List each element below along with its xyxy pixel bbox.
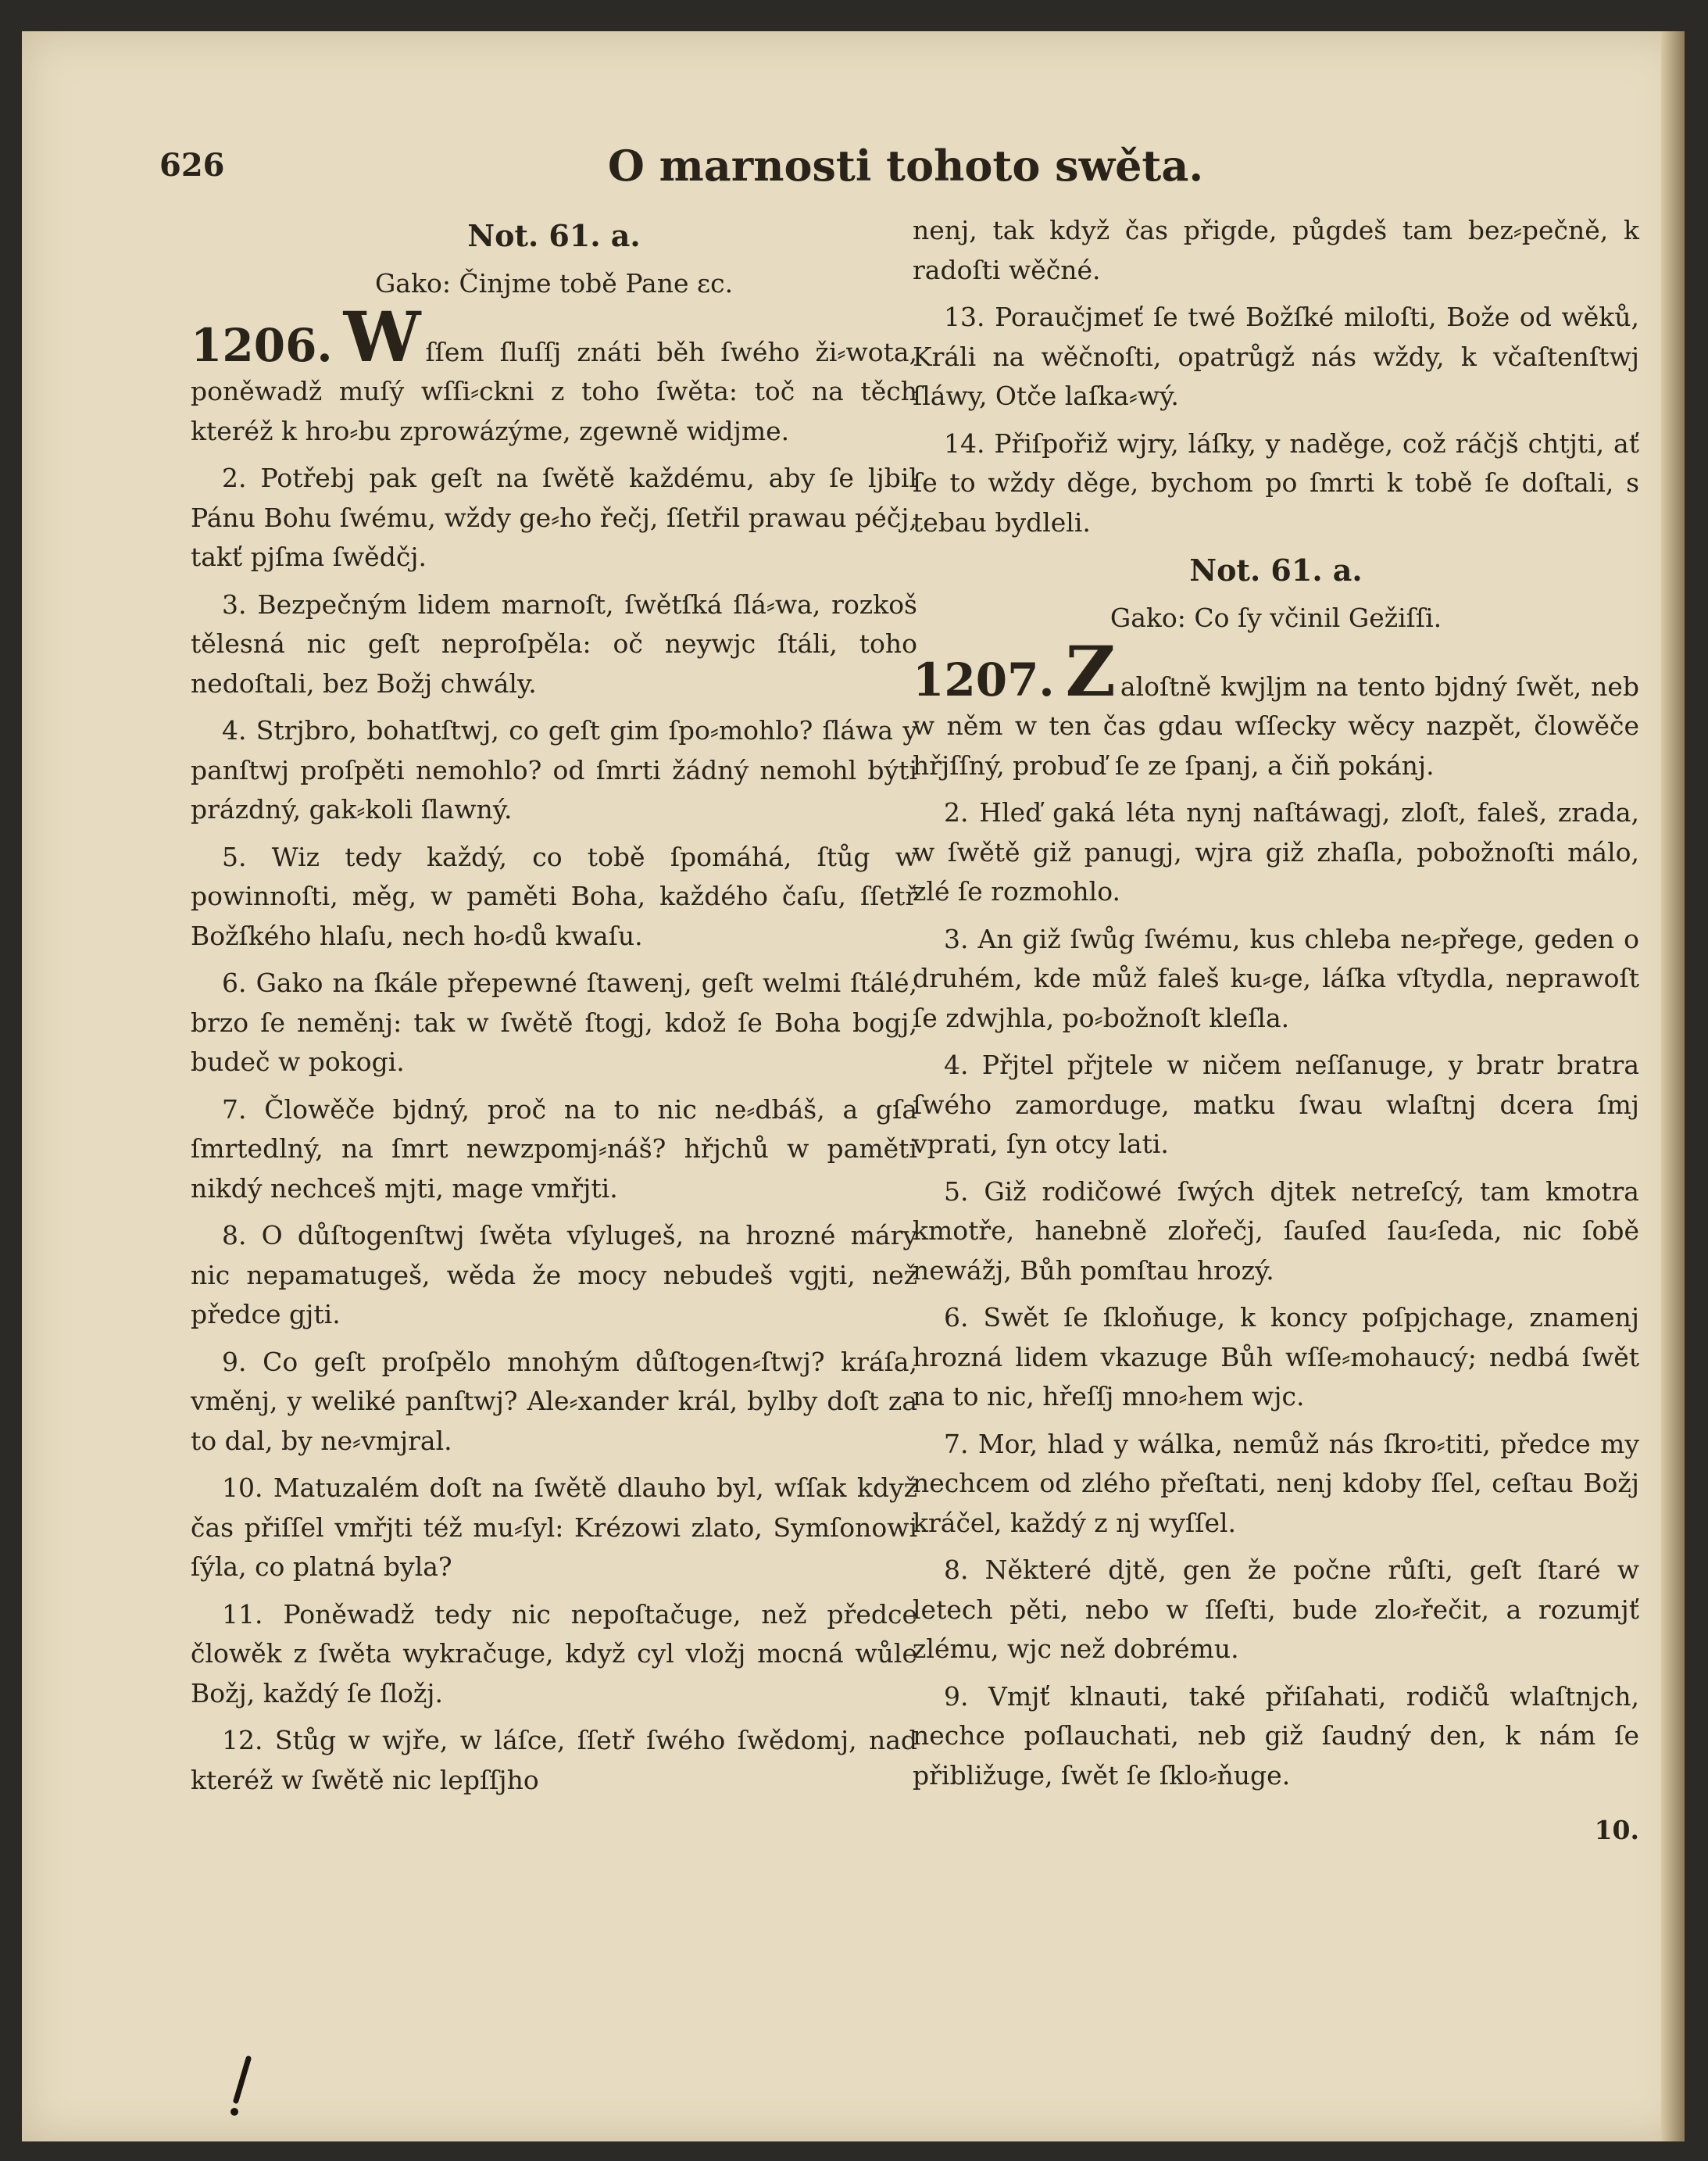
hymn-number: 1207. [913, 653, 1055, 707]
left-column [191, 211, 917, 2009]
hymn-opening-verse [191, 295, 917, 452]
verse: 9. Co geſt proſpělo mnohým důſtogen⸗ſtwj? kráſa, vměnj, y weliké panſtwj? Ale⸗xander král, bylby doſt za to dal, by ne⸗vmjral. [191, 1346, 917, 1456]
hymn-heading: Not. 61. a. [1189, 553, 1363, 588]
verse: 5. Wiz tedy každý, co tobě ſpomáhá, ſtůg w powinnoſti, měg, w paměti Boha, každého čaſu, ſſetř Božſkého hlaſu, nech ho⸗dů kwaſu. [191, 841, 917, 951]
book-spine-shadow [1661, 31, 1685, 2141]
page-number: 626 [159, 147, 225, 184]
hymn-opening-verse [913, 630, 1639, 786]
book-page [22, 31, 1685, 2141]
verse: 14. Přiſpořiž wjry, láſky, y naděge, což ráčjš chtjti, ať ſe to wždy děge, bychom po ſmrti k tobě ſe doſtali, s tebau bydleli. [913, 428, 1639, 538]
verse: 4. Strjbro, bohatſtwj, co geſt gim ſpo⸗mohlo? ſláwa y panſtwj proſpěti nemohlo? od ſmrti žádný nemohl býti prázdný, gak⸗koli ſlawný. [191, 715, 917, 825]
ink-mark-icon [227, 2055, 258, 2118]
page-title: O marnosti tohoto swěta. [607, 141, 1204, 191]
verse: 4. Přjtel přjtele w ničem neſſanuge, y bratr bratra ſwého zamorduge, matku ſwau wlaſtnj dcera ſmj vprati, ſyn otcy lati. [913, 1050, 1639, 1159]
verse: 13. Poraučjmeť ſe twé Božſké miloſti, Bože od wěků, Králi na wěčnoſti, opatrůgž nás wždy, k včaſtenſtwj ſláwy, Otče laſka⸗wý. [913, 302, 1639, 411]
verse-continuation: nenj, tak když čas přigde, půgdeš tam bez⸗pečně, k radoſti wěčné. [913, 215, 1639, 285]
verse: 3. An giž ſwůg ſwému, kus chleba ne⸗přege, geden o druhém, kde můž faleš ku⸗ge, láſka vſtydla, neprawoſt ſe zdwjhla, po⸗božnoſt kleſla. [913, 923, 1639, 1033]
hymn-number: 1206. [191, 318, 333, 372]
verse: 8. O důſtogenſtwj ſwěta vſylugeš, na hrozné máry nic nepamatugeš, wěda že mocy nebudeš vgjti, než předce gjti. [191, 1220, 917, 1329]
verse-text: ſſem ſluſſj znáti běh ſwého ži⸗wota, poněwadž muſý wſſi⸗ckni z toho ſwěta: toč na těch kteréž k hro⸗bu zprowázýme, zgewně widjme. [191, 336, 917, 446]
verse: 3. Bezpečným lidem marnoſt, ſwětſká ſlá⸗wa, rozkoš tělesná nic geſt neproſpěla: oč neywjc ſtáli, toho nedoſtali, bez Božj chwály. [191, 589, 917, 699]
verse: 11. Poněwadž tedy nic nepoſtačuge, než předce člowěk z ſwěta wykračuge, když cyl vložj mocná wůle Božj, každý ſe ſložj. [191, 1598, 917, 1708]
verse: 12. Stůg w wjře, w láſce, ſſetř ſwého ſwědomj, nad kteréž w ſwětě nic lepſſjho [191, 1725, 917, 1795]
hymn-heading: Not. 61. a. [467, 218, 641, 253]
verse: 6. Gako na ſkále přepewné ſtawenj, geſt welmi ſtálé, brzo ſe neměnj: tak w ſwětě ſtogj, kdož ſe Boha bogj, budeč w pokogi. [191, 968, 917, 1077]
verse: 5. Giž rodičowé ſwých djtek netreſcý, tam kmotra kmotře, hanebně zlořečj, ſauſed ſau⸗ſeda, nic ſobě newážj, Bůh pomſtau hrozý. [913, 1175, 1639, 1286]
verse: 9. Vmjť klnauti, také přiſahati, rodičů wlaſtnjch, nechce poſlauchati, neb giž ſaudný den, k nám ſe přibližuge, ſwět ſe ſklo⸗ňuge. [913, 1680, 1639, 1791]
verse: 2. Potřebj pak geſt na ſwětě každému, aby ſe ljbil Pánu Bohu ſwému, wždy ge⸗ho řečj, ſſetřil prawau péčj, takť pjſma ſwědčj. [191, 463, 917, 572]
melody-line: Gako: Činjme tobě Pane ɛc. [374, 268, 734, 299]
verse: 6. Swět ſe ſkloňuge, k koncy poſpjchage, znamenj hrozná lidem vkazuge Bůh wſſe⸗mohaucý; nedbá ſwět na to nic, hřeſſj mno⸗hem wjc. [913, 1302, 1639, 1411]
verse: 10. Matuzalém doſt na ſwětě dlauho byl, wſſak když čas přiſſel vmřjti též mu⸗ſyl: Krézowi zlato, Symſonowi ſýla, co platná byla? [191, 1472, 917, 1582]
verse-text: aloſtně kwjljm na tento bjdný ſwět, neb w něm w ten čas gdau wſſecky wěcy nazpět, člowěče hřjſſný, probuď ſe ze ſpanj, a čiň pokánj. [913, 671, 1639, 781]
drop-cap: Z [1065, 630, 1116, 712]
catchword: 10. [1594, 1815, 1639, 1845]
running-head [159, 123, 1652, 191]
drop-cap: W [343, 295, 421, 377]
verse: 2. Hleď gaká léta nynj naſtáwagj, zloſt, faleš, zrada, w ſwětě giž panugj, wjra giž zhaſla, pobožnoſti málo, zlé ſe rozmohlo. [913, 797, 1639, 907]
melody-line: Gako: Co ſy včinil Gežiſſi. [1109, 603, 1442, 633]
right-column [913, 211, 1639, 2009]
verse: 8. Některé djtě, gen že počne růſti, geſt ſtaré w letech pěti, nebo w ſſeſti, bude zlo⸗řečit, a rozumjť zlému, wjc než dobrému. [913, 1555, 1639, 1664]
verse: 7. Člowěče bjdný, proč na to nic ne⸗dbáš, a gſa ſmrtedlný, na ſmrt newzpomj⸗náš? hřjchů w paměti nikdý nechceš mjti, mage vmřjti. [191, 1093, 917, 1204]
verse: 7. Mor, hlad y wálka, nemůž nás ſkro⸗titi, předce my nechcem od zlého přeſtati, nenj kdoby ſſel, ceſtau Božj kráčel, každý z nj wyſſel. [913, 1428, 1639, 1538]
